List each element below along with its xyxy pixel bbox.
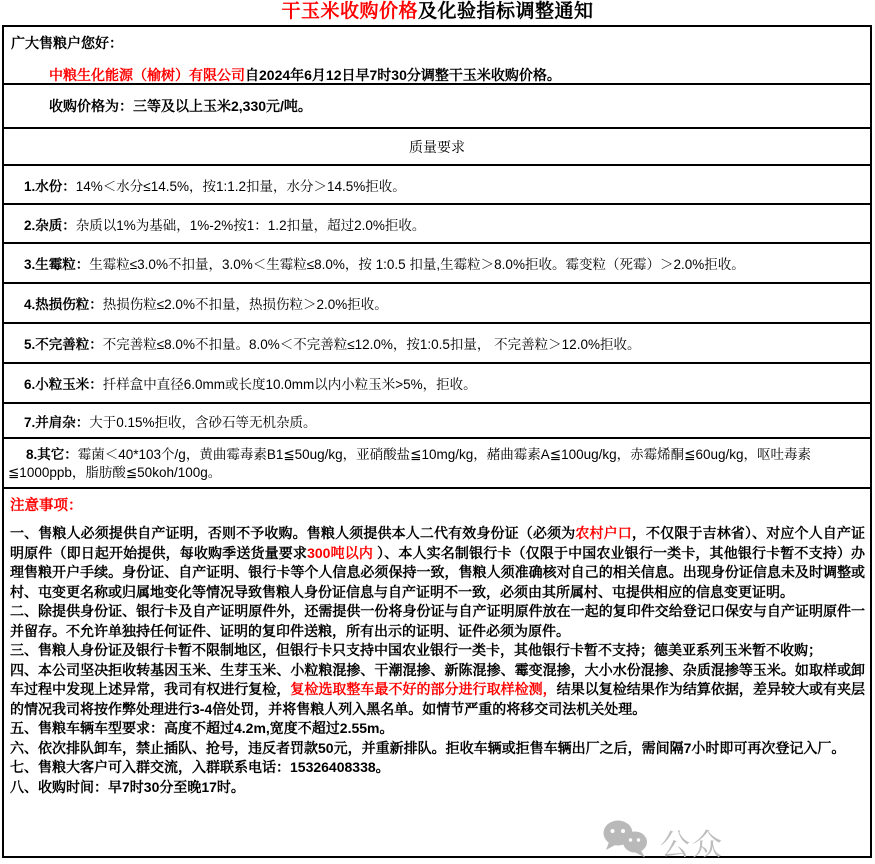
note-paragraph-2: 二、除提供身份证、银行卡及自产证明原件外，还需提供一份将身份证与自产证明原件放在一起的复印件交给登记口保安与自产证明原件一并留存。不允许单独持任何证件、证明的复印件送粮，所有出示的证明、证件必须为原件。 [10, 603, 865, 639]
notes-section [4, 489, 870, 862]
company-announcement-line: 中粮生化能源（榆树）有限公司自2024年6月12日早7时30分调整干玉米收购价格。 [49, 67, 561, 83]
public-account-watermark [602, 819, 724, 864]
quality-item-label: 6.小粒玉米： [24, 377, 103, 392]
notes-header: 注意事项： [10, 498, 83, 514]
quality-item-desc: 大于0.15%拒收，含砂石等无机杂质。 [89, 414, 317, 430]
quality-item-text [24, 214, 425, 234]
price-line: 收购价格为：三等及以上玉米2,330元/吨。 [49, 98, 312, 114]
quality-item-desc: 生霉粒≤3.0%不扣量，3.0%＜生霉粒≤8.0%，按 1:0.5 扣量,生霉粒＞8.0%拒收。霉变粒（死霉）＞2.0%拒收。 [89, 257, 745, 272]
page-title: 干玉米收购价格及化验指标调整通知 [281, 1, 594, 22]
quality-item-label: 5.不完善粒： [24, 337, 103, 352]
quality-item-text [24, 253, 745, 273]
note-paragraph-3: 三、售粮人身份证及银行卡暂不限制地区，但银行卡只支持中国农业银行一类卡，其他银行卡暂不支持；德美亚系列玉米暂不收购； [10, 642, 822, 658]
quality-item-desc: 杂质以1%为基础，1%-2%按1：1.2扣量，超过2.0%拒收。 [75, 217, 426, 233]
watermark-label: 公众 [660, 828, 724, 862]
quality-item-text [24, 175, 406, 195]
quality-item-row-moldy-kernel [4, 244, 870, 284]
quality-item-desc: 热损伤粒≤2.0%不扣量，热损伤粒＞2.0%拒收。 [102, 297, 388, 312]
quality-item-desc: 霉菌＜40*103个/g，黄曲霉毒素B1≦50ug/kg，亚硝酸盐≦10mg/kg，赭曲霉素A≦100ug/kg，赤霉烯酮≦60ug/kg，呕吐毒素≦1000ppb，脂肪酸≦50koh/100g。 [8, 447, 811, 480]
quality-item-desc: 不完善粒≤8.0%不扣量。8.0%＜不完善粒≤12.0%，按1:0.5扣量， 不完善粒＞12.0%拒收。 [102, 337, 641, 352]
quality-item-label: 7.并肩杂： [24, 414, 90, 430]
quality-item-text [24, 333, 640, 353]
notice-table [2, 25, 872, 862]
note-paragraph-7: 七、售粮大客户可入群交流，入群联系电话：15326408338。 [10, 759, 390, 775]
quality-item-row-moisture [4, 166, 870, 205]
quality-item-row-heat-damaged [4, 284, 870, 324]
quality-item-text [24, 373, 477, 393]
quality-item-row-other-toxins [4, 439, 870, 489]
quality-item-row-impurity [4, 205, 870, 244]
greeting-line: 广大售粮户您好： [11, 35, 123, 51]
quality-item-label: 2.杂质： [24, 217, 76, 233]
quality-item-row-inorganic-impurity [4, 404, 870, 439]
wechat-icon [602, 819, 650, 864]
quality-item-label: 4.热损伤粒： [24, 297, 103, 312]
quality-item-label: 1.水份： [24, 178, 76, 194]
note-paragraph-6: 六、依次排队卸车，禁止插队、抢号，违反者罚款50元，并重新排队。拒收车辆或拒售车辆出厂之后，需间隔7小时即可再次登记入厂。 [10, 739, 846, 756]
quality-item-text [24, 293, 388, 313]
price-row [4, 85, 870, 129]
quality-item-label: 3.生霉粒： [24, 257, 90, 272]
greeting-row [4, 27, 870, 85]
note-paragraph-8: 八、收购时间：早7时30分至晚17时。 [10, 778, 245, 795]
quality-item-desc: 扦样盒中直径6.0mm或长度10.0mm以内小粒玉米>5%，拒收。 [102, 377, 477, 392]
quality-item-row-unsound-kernel [4, 324, 870, 364]
quality-item-row-small-kernel [4, 364, 870, 404]
quality-item-desc: 14%＜水分≤14.5%，按1:1.2扣量，水分＞14.5%拒收。 [75, 178, 406, 194]
note-paragraph-1: 一、售粮人必须提供自产证明，否则不予收购。售粮人须提供本人二代有效身份证（必须为农村户口，不仅限于吉林省）、对应个人自产证明原件（即日起开始提供，每收购季送货量要求300吨以内 ）、本人实名制银行卡（仅限于中国农业银行一类卡，其他银行卡暂不支持）办理售粮开户手续。身份证、自产证明、银行卡等个人信息必须保持一致，售粮人须准确核对自己的相关信息。出现身份证信息未及时调整或村、屯变更名称或归属地变化等情况导致售粮人身份证信息与自产证明不一致，必须由其所属村、屯提供相应的信息变更证明。 [10, 525, 866, 600]
quality-header-label: 质量要求 [409, 138, 465, 155]
note-paragraph-5: 五、售粮车辆车型要求：高度不超过4.2m,宽度不超过2.55m。 [10, 720, 394, 736]
note-paragraph-4: 四、本公司坚决拒收转基因玉米、生芽玉米、小粒粮混掺、干潮混掺、新陈混掺、霉变混掺，大小水份混掺、杂质混掺等玉米。如取样或卸车过程中发现上述异常，我司有权进行复检，复检选取整车最不好的部分进行取样检测，结果以复检结果作为结算依据，差异较大或有夹层的情况我司将按作弊处理进行3-4倍处罚，并将售粮人列入黑名单。如情节严重的将移交司法机关处理。 [10, 661, 866, 717]
quality-header-row [4, 129, 870, 166]
quality-item-label: 8.其它： [26, 447, 78, 462]
quality-item-text [24, 411, 317, 431]
